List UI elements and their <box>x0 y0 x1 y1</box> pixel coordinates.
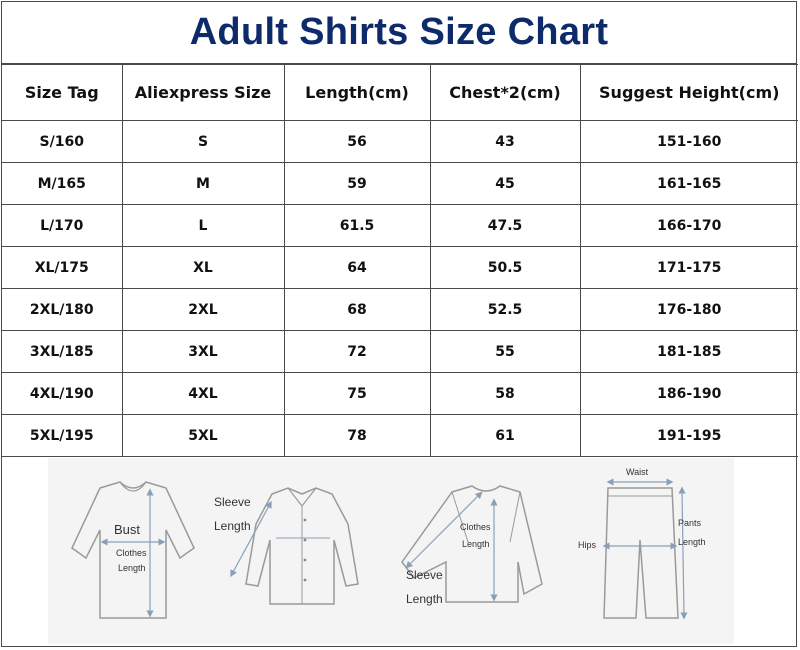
cell-chest: 58 <box>430 373 580 415</box>
tshirt-collar <box>120 482 146 491</box>
header-suggest-height: Suggest Height(cm) <box>580 65 798 121</box>
table-row <box>2 121 798 163</box>
raglan-length-label: Length <box>462 539 490 549</box>
shirt-button <box>304 539 307 542</box>
cell-length: 56 <box>284 121 430 163</box>
cell-size-tag: S/160 <box>2 121 122 163</box>
tshirt-diagram <box>72 482 194 618</box>
cell-size-tag: M/165 <box>2 163 122 205</box>
cell-suggest-height: 161-165 <box>580 163 798 205</box>
table-row <box>2 289 798 331</box>
size-table <box>2 64 798 457</box>
measurement-diagrams-svg <box>48 458 734 644</box>
table-row <box>2 163 798 205</box>
cell-aliexpress-size: S <box>122 121 284 163</box>
raglan-sleeve-length-label: Length <box>406 592 443 606</box>
cell-suggest-height: 171-175 <box>580 247 798 289</box>
cell-length: 72 <box>284 331 430 373</box>
cell-suggest-height: 166-170 <box>580 205 798 247</box>
cell-aliexpress-size: 4XL <box>122 373 284 415</box>
cell-chest: 52.5 <box>430 289 580 331</box>
table-row <box>2 373 798 415</box>
cell-length: 59 <box>284 163 430 205</box>
pants-length-label: Length <box>678 537 706 547</box>
cell-suggest-height: 181-185 <box>580 331 798 373</box>
cell-size-tag: L/170 <box>2 205 122 247</box>
cell-size-tag: 5XL/195 <box>2 415 122 457</box>
table-row <box>2 331 798 373</box>
raglan-diagram <box>402 486 542 606</box>
cell-suggest-height: 151-160 <box>580 121 798 163</box>
cell-aliexpress-size: 3XL <box>122 331 284 373</box>
shirt-diagram <box>214 488 358 604</box>
cell-chest: 43 <box>430 121 580 163</box>
cell-size-tag: 4XL/190 <box>2 373 122 415</box>
tshirt-bust-label: Bust <box>114 522 141 537</box>
shirt-button <box>304 519 307 522</box>
cell-chest: 45 <box>430 163 580 205</box>
header-size-tag: Size Tag <box>2 65 122 121</box>
cell-suggest-height: 176-180 <box>580 289 798 331</box>
cell-suggest-height: 191-195 <box>580 415 798 457</box>
cell-length: 68 <box>284 289 430 331</box>
table-header-row <box>2 65 798 121</box>
cell-chest: 50.5 <box>430 247 580 289</box>
table-row <box>2 205 798 247</box>
shirt-length-label: Length <box>214 519 251 533</box>
cell-length: 75 <box>284 373 430 415</box>
table-row <box>2 415 798 457</box>
raglan-clothes-label: Clothes <box>460 522 491 532</box>
pants-pants-label: Pants <box>678 518 702 528</box>
cell-chest: 61 <box>430 415 580 457</box>
chart-title: Adult Shirts Size Chart <box>2 2 796 64</box>
pants-diagram <box>578 467 706 618</box>
cell-aliexpress-size: XL <box>122 247 284 289</box>
shirt-collar <box>288 488 316 506</box>
cell-aliexpress-size: 5XL <box>122 415 284 457</box>
raglan-sleeve-label: Sleeve <box>406 568 443 582</box>
tshirt-length-label: Length <box>118 563 146 573</box>
cell-length: 61.5 <box>284 205 430 247</box>
measurement-illustrations <box>48 458 734 644</box>
raglan-seams <box>452 492 520 542</box>
cell-length: 78 <box>284 415 430 457</box>
cell-aliexpress-size: M <box>122 163 284 205</box>
cell-aliexpress-size: 2XL <box>122 289 284 331</box>
cell-aliexpress-size: L <box>122 205 284 247</box>
tshirt-clothes-label: Clothes <box>116 548 147 558</box>
cell-suggest-height: 186-190 <box>580 373 798 415</box>
pants-length-measure-line <box>682 490 684 616</box>
pants-hips-label: Hips <box>578 540 597 550</box>
cell-chest: 55 <box>430 331 580 373</box>
shirt-sleeve-label: Sleeve <box>214 495 251 509</box>
cell-length: 64 <box>284 247 430 289</box>
table-row <box>2 247 798 289</box>
cell-size-tag: 3XL/185 <box>2 331 122 373</box>
header-aliexpress-size: Aliexpress Size <box>122 65 284 121</box>
cell-size-tag: 2XL/180 <box>2 289 122 331</box>
header-chest: Chest*2(cm) <box>430 65 580 121</box>
header-length: Length(cm) <box>284 65 430 121</box>
pants-outline <box>604 488 678 618</box>
cell-chest: 47.5 <box>430 205 580 247</box>
shirt-button <box>304 579 307 582</box>
pants-waist-label: Waist <box>626 467 649 477</box>
shirt-button <box>304 559 307 562</box>
cell-size-tag: XL/175 <box>2 247 122 289</box>
